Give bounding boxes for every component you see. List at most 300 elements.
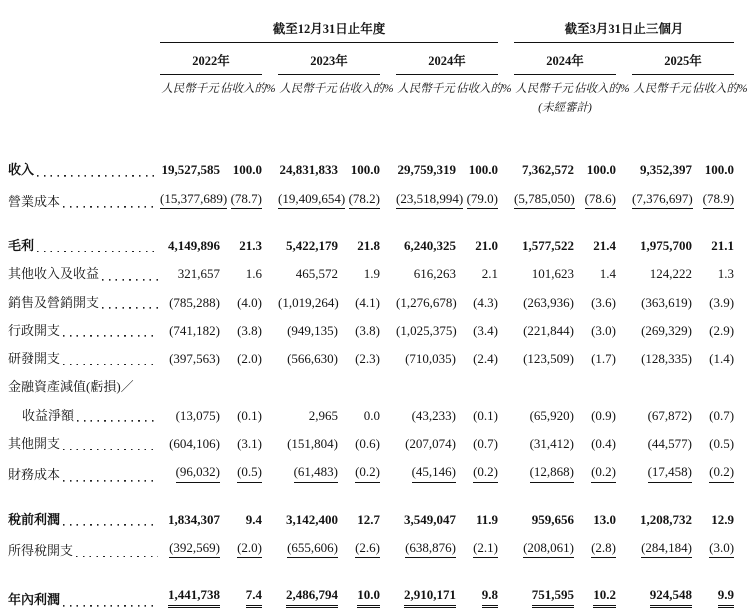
unit-label-pct: 佔收入的%	[574, 82, 630, 95]
column-gap	[262, 558, 278, 607]
pct-of-revenue-value	[456, 451, 498, 482]
cell-value: 24,831,833	[279, 162, 338, 178]
pct-of-revenue-value	[220, 558, 262, 607]
dot-leader	[63, 324, 158, 337]
row-label-text: 其他開支	[8, 436, 61, 452]
pct-of-revenue-value	[220, 338, 262, 366]
cell-value: (123,509)	[523, 351, 575, 367]
year-2024: 2024年	[396, 43, 498, 74]
amount-value	[632, 483, 692, 527]
amount-value	[514, 338, 574, 366]
unit-label-pct: 佔收入的%	[338, 82, 394, 95]
cell-value: (0.5)	[709, 436, 735, 452]
column-gap	[380, 149, 396, 177]
column-gap	[262, 149, 278, 177]
cell-value: (710,035)	[405, 351, 456, 367]
column-gap	[262, 423, 278, 451]
unaudited-note-row	[8, 95, 734, 115]
pct-of-revenue-value	[456, 149, 498, 177]
table-row	[8, 178, 734, 209]
row-label	[8, 282, 160, 310]
cell-value: 1.3	[717, 266, 735, 282]
column-gap	[616, 282, 632, 310]
cell-value: (2.0)	[237, 541, 262, 558]
row-label-text: 其他收入及收益	[8, 266, 100, 282]
cell-value: 1,441,738	[168, 588, 220, 607]
dot-leader	[63, 513, 158, 526]
cell-value: (12,868)	[530, 465, 574, 482]
amount-value	[396, 282, 456, 310]
pct-of-revenue-value	[692, 451, 734, 482]
cell-value: (207,074)	[405, 436, 456, 452]
cell-value: (0.5)	[237, 465, 262, 482]
cell-value: (3.0)	[591, 322, 617, 338]
column-gap	[498, 483, 514, 527]
row-label	[8, 338, 160, 366]
pct-of-revenue-value	[220, 423, 262, 451]
table-row	[8, 149, 734, 177]
column-gap	[380, 483, 396, 527]
pct-of-revenue-value	[574, 451, 616, 482]
cell-value: (1.4)	[709, 351, 735, 367]
cell-value: 29,759,319	[397, 162, 456, 178]
amount-value	[514, 527, 574, 558]
unaudited-note: (未經審計)	[538, 102, 592, 115]
cell-value: 1.6	[245, 266, 262, 282]
column-gap	[380, 338, 396, 366]
pct-of-revenue-value	[692, 338, 734, 366]
row-label-text: 收入	[8, 162, 35, 178]
column-gap	[616, 558, 632, 607]
amount-value	[278, 395, 338, 423]
column-gap	[498, 310, 514, 338]
pct-of-revenue-value	[220, 209, 262, 253]
cell-value: (0.9)	[591, 407, 617, 423]
pct-of-revenue-value	[692, 209, 734, 253]
pct-of-revenue-value	[574, 395, 616, 423]
cell-value: 21.3	[239, 237, 262, 253]
cell-value: 4,149,896	[168, 237, 220, 253]
cell-value: (0.7)	[473, 436, 499, 452]
column-gap	[262, 366, 278, 394]
pct-of-revenue-value	[456, 423, 498, 451]
cell-value: (96,032)	[176, 465, 220, 482]
period-group-row	[8, 22, 734, 43]
cell-value: 100.0	[232, 162, 262, 178]
column-gap	[498, 395, 514, 423]
cell-value: 9,352,397	[640, 162, 693, 178]
table-row	[8, 527, 734, 558]
cell-value: (31,412)	[529, 436, 575, 452]
cell-value: (7,376,697)	[632, 192, 693, 209]
amount-value	[632, 558, 692, 607]
unit-label-rmb: 人民幣千元	[515, 82, 573, 95]
table-body	[8, 149, 734, 607]
column-gap	[498, 149, 514, 177]
cell-value: (15,377,689)	[160, 192, 227, 209]
column-gap	[616, 483, 632, 527]
cell-value: 1.4	[599, 266, 617, 282]
amount-value	[514, 423, 574, 451]
amount-value	[396, 483, 456, 527]
amount-value	[632, 282, 692, 310]
amount-value	[632, 253, 692, 281]
amount-value	[160, 310, 220, 338]
cell-value: (1,025,375)	[396, 322, 457, 338]
group-header-interim: 截至3月31日止三個月	[514, 22, 734, 43]
pct-of-revenue-value	[692, 310, 734, 338]
cell-value: (3.1)	[237, 436, 262, 452]
column-gap	[616, 310, 632, 338]
cell-value: 924,548	[650, 588, 692, 607]
amount-value	[160, 558, 220, 607]
unit-label-pct: 佔收入的%	[692, 82, 748, 95]
cell-value: (0.2)	[591, 465, 616, 482]
amount-value	[278, 310, 338, 338]
row-label	[8, 149, 160, 177]
column-gap	[262, 451, 278, 482]
row-label-text: 金融資產減值(虧損)／	[8, 379, 134, 395]
cell-value: (17,458)	[648, 465, 692, 482]
amount-value	[278, 558, 338, 607]
amount-value	[160, 209, 220, 253]
amount-value	[396, 423, 456, 451]
cell-value: 21.0	[475, 237, 499, 253]
amount-value	[278, 149, 338, 177]
amount-value	[632, 149, 692, 177]
units-spacer	[8, 74, 160, 95]
column-gap	[616, 209, 632, 253]
pct-of-revenue-value	[574, 149, 616, 177]
column-gap	[262, 310, 278, 338]
cell-value: (78.6)	[585, 192, 616, 209]
cell-value: 959,656	[531, 511, 575, 527]
year-spacer	[8, 43, 160, 74]
table-row	[8, 338, 734, 366]
cell-value: 7.4	[246, 588, 262, 607]
table-row	[8, 282, 734, 310]
dot-leader	[63, 352, 158, 365]
cell-value: (655,606)	[287, 541, 338, 558]
unaudited-spacer	[8, 95, 514, 115]
cell-value: 1,834,307	[168, 511, 220, 527]
column-gap	[380, 558, 396, 607]
row-label	[8, 451, 160, 482]
pct-of-revenue-value	[456, 310, 498, 338]
cell-value: 7,362,572	[522, 162, 575, 178]
column-gap	[498, 178, 514, 209]
unit-label-rmb: 人民幣千元	[279, 82, 337, 95]
row-label-text: 收益淨額	[22, 407, 75, 423]
column-gap	[380, 451, 396, 482]
pct-of-revenue-value	[456, 253, 498, 281]
cell-value: 21.4	[593, 237, 617, 253]
column-gap	[616, 149, 632, 177]
cell-value: 2,486,794	[286, 588, 338, 607]
column-gap	[262, 338, 278, 366]
amount-value	[632, 178, 692, 209]
row-label-text: 所得稅開支	[8, 542, 74, 558]
cell-value: (2.1)	[473, 541, 498, 558]
pct-of-revenue-value	[456, 366, 498, 394]
cell-value: (221,844)	[523, 322, 575, 338]
pct-of-revenue-value	[574, 209, 616, 253]
column-gap	[616, 338, 632, 366]
cell-value: (949,135)	[287, 322, 338, 338]
amount-value	[396, 527, 456, 558]
cell-value: 100.0	[704, 162, 735, 178]
unit-label-pct: 佔收入的%	[456, 82, 512, 95]
pct-of-revenue-value	[338, 253, 380, 281]
amount-value	[514, 253, 574, 281]
cell-value: 100.0	[586, 162, 617, 178]
header-body-spacer	[8, 115, 734, 149]
amount-value	[160, 282, 220, 310]
row-label-text: 毛利	[8, 237, 35, 253]
pct-of-revenue-value	[692, 178, 734, 209]
income-statement-table	[8, 22, 748, 608]
amount-value	[278, 338, 338, 366]
cell-value: (43,233)	[411, 407, 456, 423]
cell-value: (0.2)	[473, 465, 498, 482]
row-label	[8, 423, 160, 451]
year-header-row	[8, 43, 734, 74]
amount-value	[160, 338, 220, 366]
pct-of-revenue-value	[456, 558, 498, 607]
cell-value: (1,019,264)	[278, 294, 339, 310]
row-label	[8, 366, 160, 394]
cell-value: (78.2)	[349, 192, 380, 209]
cell-value: (0.2)	[709, 465, 734, 482]
cell-value: 9.4	[245, 511, 262, 527]
cell-value: (3.0)	[709, 541, 734, 558]
column-gap	[498, 209, 514, 253]
cell-value: 3,142,400	[286, 511, 338, 527]
table-row	[8, 483, 734, 527]
pct-of-revenue-value	[338, 451, 380, 482]
amount-value	[160, 366, 220, 394]
cell-value: 100.0	[350, 162, 380, 178]
column-gap	[498, 451, 514, 482]
column-gap	[262, 483, 278, 527]
cell-value: (363,619)	[641, 294, 693, 310]
dot-leader	[63, 594, 158, 607]
cell-value: 6,240,325	[404, 237, 456, 253]
units-header-row	[8, 74, 734, 95]
cell-value: (604,106)	[169, 436, 220, 452]
cell-value: (3.8)	[355, 322, 380, 338]
cell-value: (61,483)	[294, 465, 338, 482]
year-gap	[380, 43, 396, 74]
amount-value	[160, 483, 220, 527]
column-gap	[262, 527, 278, 558]
cell-value: (3.4)	[473, 322, 499, 338]
pct-of-revenue-value	[338, 558, 380, 607]
cell-value: (67,872)	[647, 407, 693, 423]
cell-value: (2.0)	[237, 351, 262, 367]
amount-value	[514, 149, 574, 177]
cell-value: 2.1	[481, 266, 499, 282]
cell-value: (1.7)	[591, 351, 617, 367]
cell-value: (0.2)	[355, 465, 380, 482]
pct-of-revenue-value	[574, 338, 616, 366]
amount-value	[278, 366, 338, 394]
cell-value: 5,422,179	[286, 237, 338, 253]
cell-value: (4.1)	[355, 294, 380, 310]
amount-value	[514, 451, 574, 482]
cell-value: (0.7)	[709, 407, 735, 423]
column-gap	[262, 282, 278, 310]
unit-label-rmb: 人民幣千元	[397, 82, 455, 95]
amount-value	[396, 149, 456, 177]
amount-value	[396, 366, 456, 394]
pct-of-revenue-value	[574, 366, 616, 394]
column-gap	[616, 527, 632, 558]
cell-value: 9.9	[718, 588, 734, 607]
cell-value: (566,630)	[287, 351, 338, 367]
cell-value: (1,276,678)	[396, 294, 457, 310]
amount-value	[514, 366, 574, 394]
row-label	[8, 395, 160, 423]
group-header-annual: 截至12月31日止年度	[160, 22, 498, 43]
cell-value: 2,965	[308, 407, 338, 423]
cell-value: 1,975,700	[640, 237, 693, 253]
column-gap	[380, 178, 396, 209]
cell-value: (263,936)	[523, 294, 575, 310]
pct-of-revenue-value	[574, 178, 616, 209]
column-gap	[380, 395, 396, 423]
cell-value: (2.9)	[709, 322, 735, 338]
unit-label-pct: 佔收入的%	[220, 82, 276, 95]
pct-of-revenue-value	[456, 395, 498, 423]
cell-value: 21.1	[711, 237, 735, 253]
pct-of-revenue-value	[574, 483, 616, 527]
amount-value	[278, 451, 338, 482]
column-gap	[616, 178, 632, 209]
dot-leader	[63, 469, 158, 482]
cell-value: 1,577,522	[522, 237, 575, 253]
amount-value	[278, 253, 338, 281]
cell-value: 21.8	[357, 237, 380, 253]
pct-of-revenue-value	[692, 527, 734, 558]
column-gap	[616, 451, 632, 482]
dot-leader	[37, 239, 158, 252]
pct-of-revenue-value	[338, 366, 380, 394]
column-gap	[498, 366, 514, 394]
amount-value	[514, 483, 574, 527]
cell-value: 465,572	[295, 266, 338, 282]
column-gap	[262, 209, 278, 253]
column-gap	[498, 558, 514, 607]
column-gap	[498, 253, 514, 281]
pct-of-revenue-value	[692, 423, 734, 451]
amount-value	[160, 527, 220, 558]
pct-of-revenue-value	[220, 527, 262, 558]
pct-of-revenue-value	[220, 310, 262, 338]
row-label	[8, 178, 160, 209]
row-label-text: 年內利潤	[8, 592, 61, 608]
cell-value: 19,527,585	[161, 162, 220, 178]
amount-value	[278, 527, 338, 558]
year-2022: 2022年	[160, 43, 262, 74]
amount-value	[514, 558, 574, 607]
pct-of-revenue-value	[574, 310, 616, 338]
amount-value	[514, 310, 574, 338]
column-gap	[616, 395, 632, 423]
pct-of-revenue-value	[338, 338, 380, 366]
column-gap	[616, 423, 632, 451]
amount-value	[160, 395, 220, 423]
cell-value: (78.7)	[231, 192, 262, 209]
amount-value	[278, 483, 338, 527]
amount-value	[632, 310, 692, 338]
table-row	[8, 423, 734, 451]
pct-of-revenue-value	[692, 395, 734, 423]
group-gap	[498, 22, 514, 43]
amount-value	[396, 558, 456, 607]
amount-value	[632, 209, 692, 253]
cell-value: 10.2	[593, 588, 616, 607]
table-row	[8, 395, 734, 423]
cell-value: (397,563)	[169, 351, 220, 367]
unaudited-gap	[616, 95, 632, 115]
row-label	[8, 527, 160, 558]
cell-value: 12.7	[357, 511, 380, 527]
amount-value	[632, 395, 692, 423]
cell-value: (78.9)	[703, 192, 734, 209]
column-gap	[380, 253, 396, 281]
amount-value	[160, 149, 220, 177]
column-gap	[498, 527, 514, 558]
column-gap	[616, 253, 632, 281]
table-row	[8, 209, 734, 253]
pct-of-revenue-value	[456, 527, 498, 558]
pct-of-revenue-value	[220, 282, 262, 310]
label-column-header	[8, 22, 160, 43]
amount-value	[396, 338, 456, 366]
column-gap	[262, 253, 278, 281]
cell-value: (2.8)	[591, 541, 616, 558]
year-gap	[616, 43, 632, 74]
table-row	[8, 366, 734, 394]
cell-value: (151,804)	[287, 436, 338, 452]
column-gap	[498, 282, 514, 310]
cell-value: 9.8	[482, 588, 498, 607]
amount-value	[160, 178, 228, 209]
cell-value: (208,061)	[523, 541, 574, 558]
cell-value: (2.6)	[355, 541, 380, 558]
column-gap	[380, 310, 396, 338]
pct-of-revenue-value	[574, 253, 616, 281]
pct-of-revenue-value	[338, 310, 380, 338]
column-gap	[616, 366, 632, 394]
column-gap	[262, 395, 278, 423]
pct-of-revenue-value	[574, 282, 616, 310]
amount-value	[396, 178, 464, 209]
pct-of-revenue-value	[692, 366, 734, 394]
amount-value	[514, 395, 574, 423]
pct-of-revenue-value	[692, 253, 734, 281]
column-gap	[498, 338, 514, 366]
pct-of-revenue-value	[220, 395, 262, 423]
cell-value: 616,263	[413, 266, 456, 282]
column-gap	[498, 423, 514, 451]
table-header	[8, 22, 748, 149]
row-label-text: 行政開支	[8, 322, 61, 338]
pct-of-revenue-value	[692, 149, 734, 177]
amount-value	[160, 253, 220, 281]
cell-value: (284,184)	[641, 541, 692, 558]
